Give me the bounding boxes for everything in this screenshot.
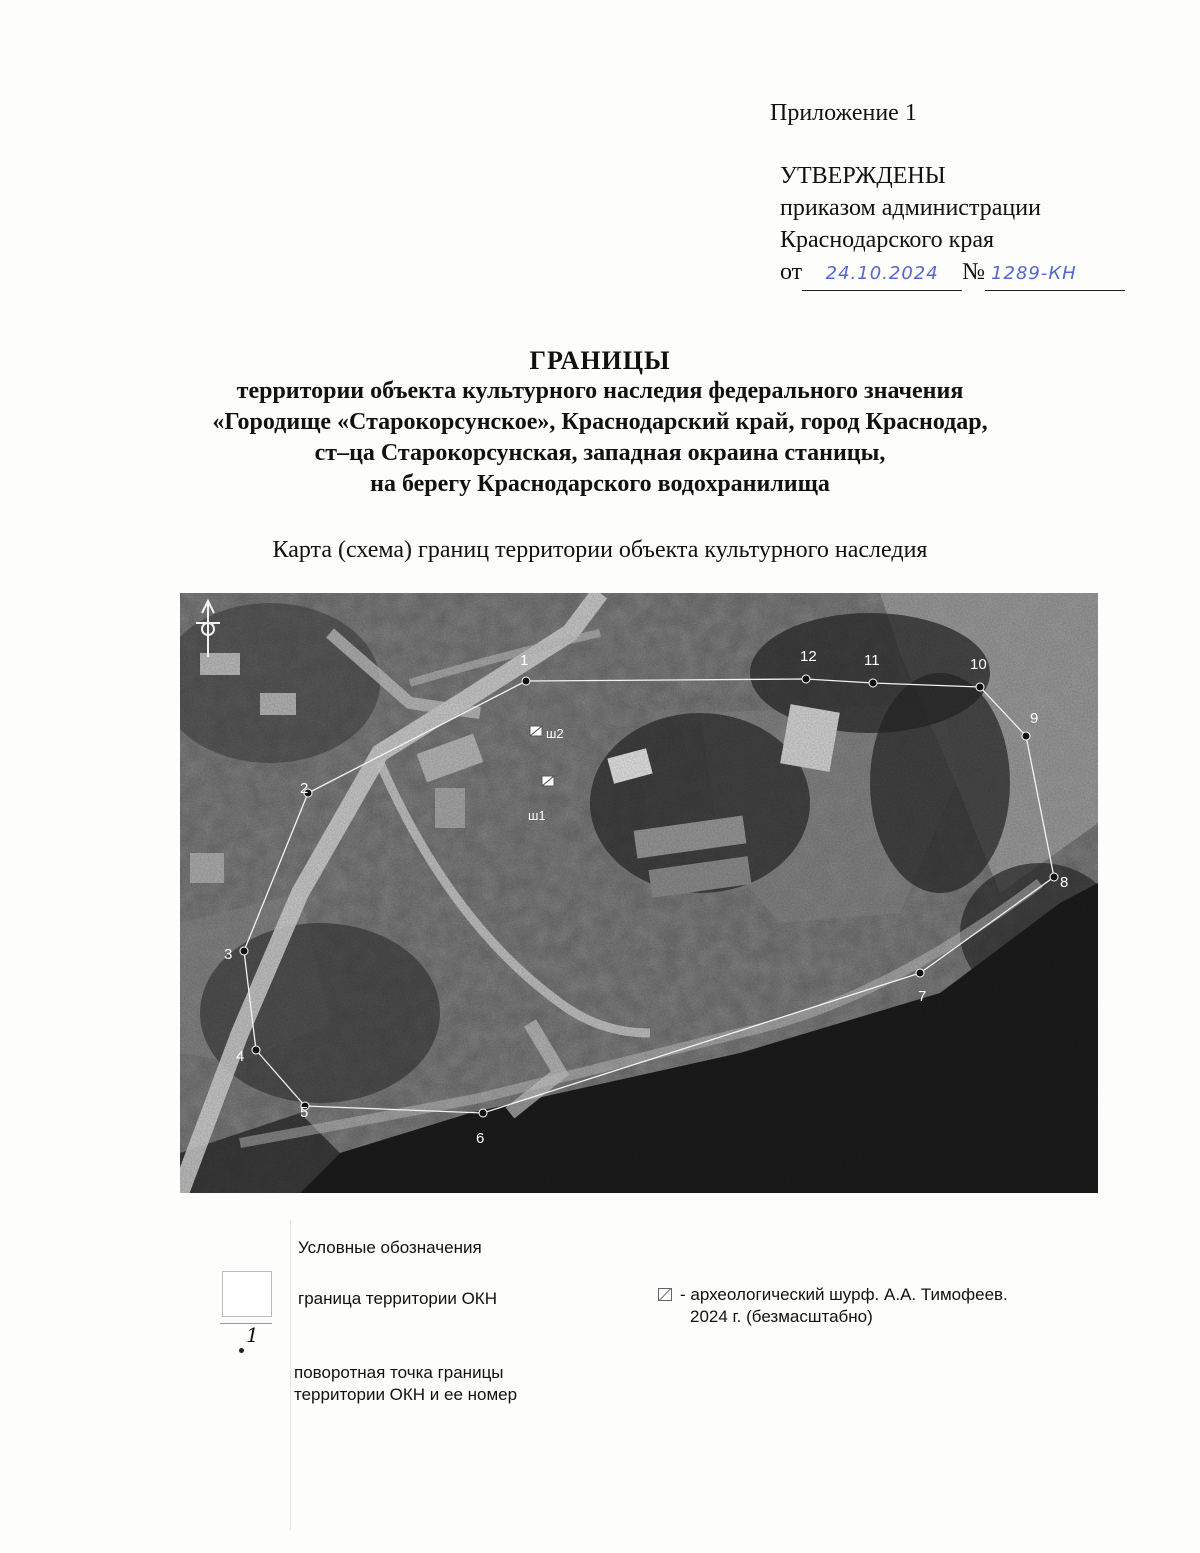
legend-pit-line-1: - археологический шурф. А.А. Тимофеев. [680, 1285, 1008, 1304]
point-label: 5 [300, 1104, 309, 1121]
legend-point-text [294, 1362, 517, 1406]
approval-block [780, 160, 1125, 291]
point-label: 11 [864, 652, 880, 669]
legend-point-dot-icon [239, 1348, 244, 1353]
legend-point-line-2: территории ОКН и ее номер [294, 1385, 518, 1404]
legend-point-line-1: поворотная точка границы [294, 1363, 504, 1382]
from-prefix: от [780, 259, 803, 285]
point-label: 10 [970, 656, 987, 673]
legend-pit-text [680, 1284, 1008, 1328]
approval-line-3: Краснодарского края [780, 227, 995, 253]
legend-pit-icon [658, 1288, 672, 1301]
heading-line-4: на берегу Краснодарского водохранилища [370, 471, 830, 497]
boundary-point-5 [300, 1102, 309, 1121]
point-label: 7 [918, 988, 927, 1005]
approval-line-1: УТВЕРЖДЕНЫ [780, 163, 946, 189]
map-grain [180, 593, 1098, 1193]
point-label: 9 [1030, 710, 1039, 727]
heading-title: ГРАНИЦЫ [529, 346, 671, 375]
heading-line-1: территории объекта культурного наследия федерального значения [236, 378, 964, 404]
heading-line-3: ст–ца Старокорсунская, западная окраина станицы, [314, 440, 886, 466]
handwritten-number: 1289-КН [985, 258, 1125, 291]
legend-point-number: 1 [246, 1323, 259, 1347]
heading-line-2: «Городище «Старокорсунское», Краснодарский край, город Краснодар, [212, 409, 988, 435]
point-label: 2 [300, 780, 309, 797]
approval-date-line [780, 256, 1125, 291]
legend-title: Условные обозначения [298, 1238, 482, 1257]
point-label: 6 [476, 1130, 485, 1147]
pit-label: ш2 [546, 726, 564, 741]
scan-fold-line [290, 1220, 291, 1530]
pit-label: ш1 [528, 808, 546, 823]
point-label: 4 [236, 1048, 245, 1065]
point-label: 12 [800, 648, 817, 665]
legend-boundary-swatch [222, 1271, 272, 1317]
map-subtitle: Карта (схема) границ территории объекта культурного наследия [272, 537, 928, 563]
point-label: 3 [224, 946, 233, 963]
number-prefix: № [962, 259, 986, 285]
legend-boundary-text: граница территории ОКН [298, 1289, 497, 1308]
satellite-map [180, 593, 1098, 1193]
handwritten-date: 24.10.2024 [802, 258, 962, 291]
document-heading [0, 345, 1200, 500]
point-label: 1 [520, 652, 529, 669]
legend-pit-line-2: 2024 г. (безмасштабно) [690, 1307, 873, 1326]
approval-line-2: приказом администрации [780, 195, 1041, 221]
appendix-label: Приложение 1 [770, 100, 917, 126]
point-label: 8 [1060, 874, 1069, 891]
